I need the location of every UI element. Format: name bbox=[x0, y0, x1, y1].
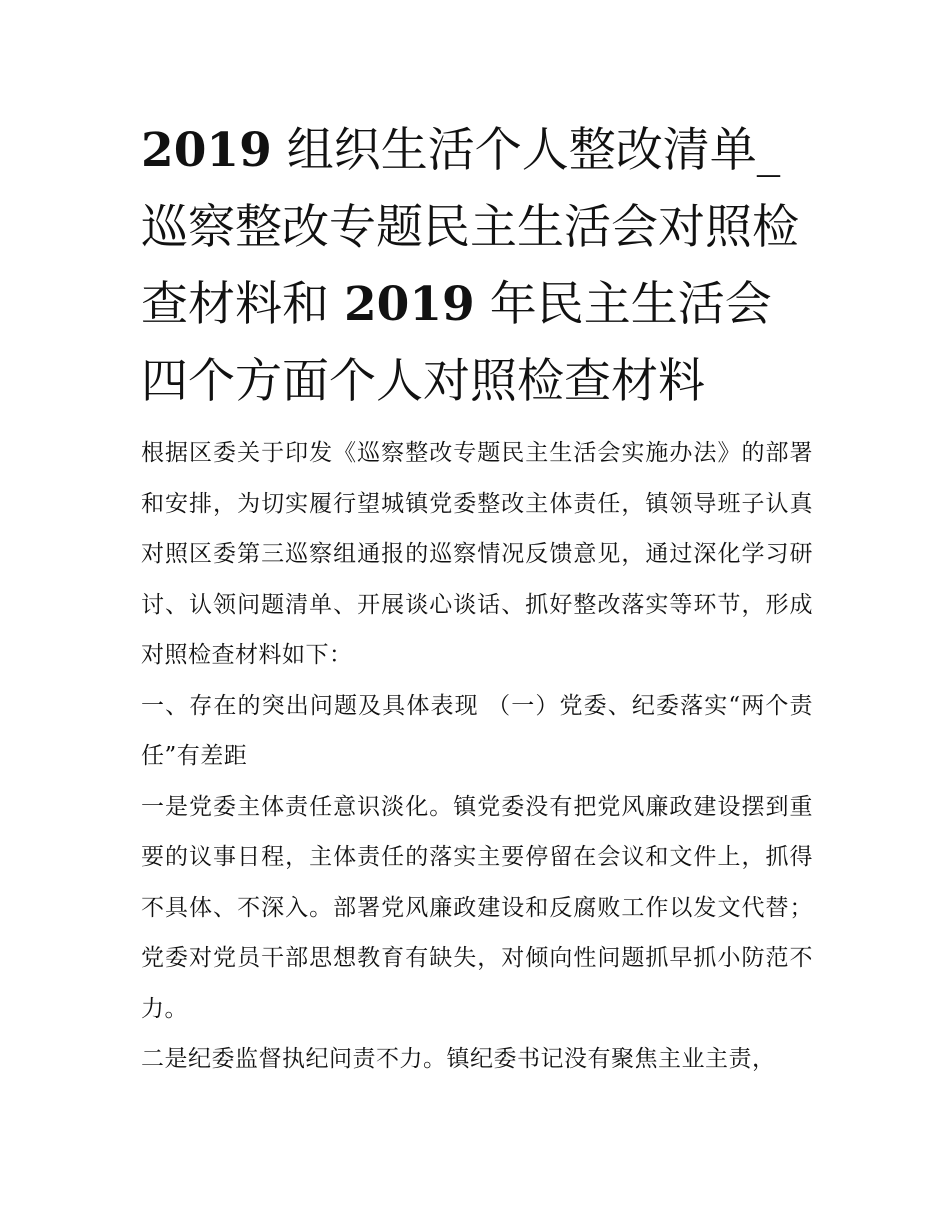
title-year-1: 2019 bbox=[141, 123, 272, 178]
document-title bbox=[141, 112, 813, 420]
intro-paragraph: 根据区委关于印发《巡察整改专题民主生活会实施办法》的部署和安排，为切实履行望城镇党委整改主体责任，镇领导班子认真对照区委第三巡察组通报的巡察情况反馈意见，通过深化学习研讨、认领问题清单、开展谈心谈话、抓好整改落实等环节，形成对照检查材料如下： bbox=[141, 440, 813, 668]
title-text-1: 组织生活个人整改清单_巡察整改专题民主生活会对照检查材料和 bbox=[141, 123, 799, 332]
title-text-2: 年民主生活会四个方面个人对照检查材料 bbox=[141, 277, 772, 409]
title-year-2: 2019 bbox=[343, 277, 475, 332]
document-page bbox=[141, 112, 813, 1085]
section-heading-issues: 一、存在的突出问题及具体表现 （一）党委、纪委落实“两个责任”有差距 bbox=[141, 692, 813, 769]
issue-paragraph-1: 一是党委主体责任意识淡化。镇党委没有把党风廉政建设摆到重要的议事日程，主体责任的落实主要停留在会议和文件上，抓得不具体、不深入。部署党风廉政建设和反腐败工作以发文代替；党委对党员干部思想教育有缺失，对倾向性问题抓早抓小防范不力。 bbox=[141, 793, 813, 1022]
issue-paragraph-2: 二是纪委监督执纪问责不力。镇纪委书记没有聚焦主业主责， bbox=[141, 1046, 776, 1072]
